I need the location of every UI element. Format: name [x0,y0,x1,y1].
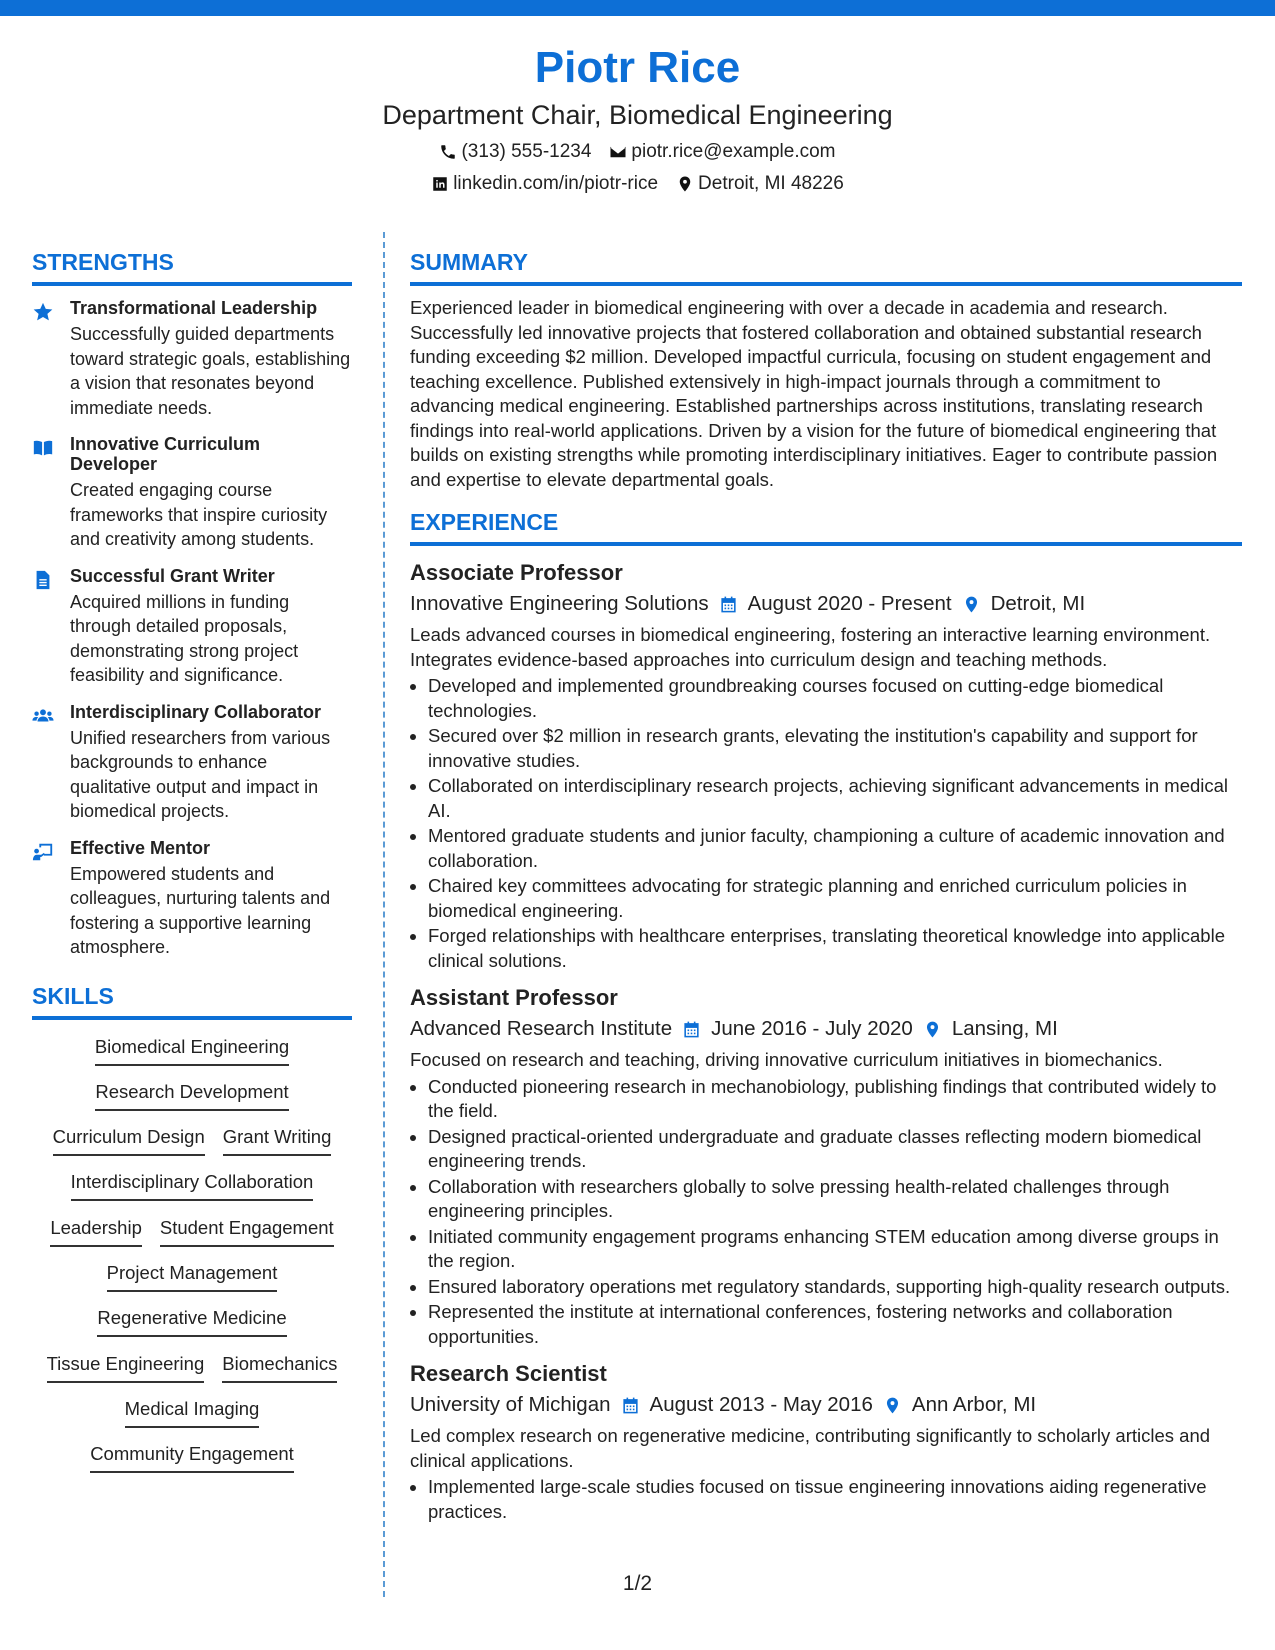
skill-tag: Grant Writing [223,1124,332,1156]
resume-header [0,40,1275,196]
job-location: Detroit, MI [990,592,1086,615]
strength-item [32,566,352,688]
bullet-item: • Forged relationships with healthcare enterprises, translating theoretical knowledge into applicable clinical solutions. [428,924,1242,973]
job-dates: August 2020 - Present [747,592,952,615]
email-contact[interactable] [609,140,835,164]
strength-item [32,298,352,420]
job-company: University of Michigan [410,1393,611,1416]
contact-row-1 [0,140,1275,164]
job-meta [410,1014,1242,1044]
linkedin-text: linkedin.com/in/piotr-rice [453,173,659,194]
strength-desc: Unified researchers from various backgrounds to enhance qualitative output and impact in biomedical projects. [70,727,331,821]
strength-item [32,702,352,824]
column-divider [383,232,385,1597]
strengths-heading: STRENGTHS [32,248,352,286]
phone-icon [439,143,457,161]
page-number: 1/2 [622,1572,653,1595]
map-pin-icon [883,1396,902,1415]
strength-title: Effective Mentor [70,837,211,858]
bullet-item: • Chaired key committees advocating for strategic planning and enriched curriculum policies in biomedical engineering. [428,874,1242,923]
job-dates: August 2013 - May 2016 [649,1393,873,1416]
job-bullets [410,674,1242,973]
job-bullets [410,1075,1242,1350]
skill-tag: Student Engagement [160,1215,334,1247]
skill-tag: Regenerative Medicine [97,1305,286,1337]
bullet-item: • Conducted pioneering research in mechanobiology, publishing findings that contributed widely to the field. [428,1075,1242,1124]
contact-row-2 [0,172,1275,196]
skills-list [32,1034,352,1487]
map-pin-icon [923,1020,942,1039]
job-location: Ann Arbor, MI [911,1393,1037,1416]
job-dates: June 2016 - July 2020 [711,1017,913,1040]
bullet-item: • Developed and implemented groundbreaking courses focused on cutting-edge biomedical technologies. [428,674,1242,723]
skill-tag: Project Management [107,1260,278,1292]
skill-tag: Curriculum Design [53,1124,205,1156]
job-title: Assistant Professor [410,985,618,1010]
candidate-title: Department Chair, Biomedical Engineering [382,100,893,130]
skill-tag: Leadership [50,1215,142,1247]
job-entry [410,558,1242,973]
bullet-item: • Collaboration with researchers globally to solve pressing health-related challenges through engineering principles. [428,1175,1242,1224]
job-description: Focused on research and teaching, driving innovative curriculum initiatives in biomechanics. [410,1049,1163,1070]
map-pin-icon [962,595,981,614]
strength-desc: Created engaging course frameworks that inspire curiosity and creativity among students. [70,480,328,549]
skill-tag: Medical Imaging [125,1396,260,1428]
bullet-item: • Collaborated on interdisciplinary research projects, achieving significant advancements in medical AI. [428,774,1242,823]
strength-desc: Acquired millions in funding through detailed proposals, demonstrating strong project feasibility and significance. [70,591,299,685]
skill-tag: Community Engagement [90,1441,294,1473]
skill-tag: Interdisciplinary Collaboration [71,1169,314,1201]
skill-tag: Research Development [95,1079,288,1111]
skills-heading: SKILLS [32,982,352,1020]
email-text: piotr.rice@example.com [631,141,836,162]
strength-desc: Successfully guided departments toward strategic goals, establishing a vision that resonates beyond immediate needs. [70,324,351,418]
strength-title: Transformational Leadership [70,298,318,318]
bullet-item: • Designed practical-oriented undergraduate and graduate classes reflecting modern biomedical engineering trends. [428,1125,1242,1174]
job-description: Led complex research on regenerative medicine, contributing significantly to scholarly articles and clinical applications. [410,1425,1211,1471]
skill-tag: Biomechanics [222,1351,337,1383]
strength-title: Interdisciplinary Collaborator [70,701,322,722]
phone-contact [439,140,591,164]
right-column [410,248,1242,1534]
bullet-item: • Mentored graduate students and junior faculty, championing a culture of academic innovation and collaboration. [428,824,1242,873]
location-contact [676,172,844,196]
summary-heading: SUMMARY [410,248,1242,286]
job-bullets [410,1475,1242,1524]
location-text: Detroit, MI 48226 [698,173,844,194]
calendar-icon [682,1020,701,1039]
calendar-icon [719,595,738,614]
map-pin-icon [676,175,694,193]
summary-text: Experienced leader in biomedical engineering with over a decade in academia and research. Successfully led innovative projects that fostered collaboration and obtained substantial research funding exceeding $2 million. Developed impactful curricula, focusing on student engagement and teaching excellence. Published extensively in high-impact journals through a commitment to advancing medical engineering. Established partnerships across institutions, translating research findings into real-world applications. Driven by a vision for the future of biomedical engineering that builds on existing strengths while promoting interdisciplinary initiatives. Eager to contribute passion and expertise to elevate departmental goals. [410,297,1218,490]
bullet-item: • Represented the institute at international conferences, fostering networks and collaboration opportunities. [428,1300,1242,1349]
skill-tag: Tissue Engineering [47,1351,205,1383]
job-title: Research Scientist [410,1361,607,1386]
bullet-item: • Implemented large-scale studies focused on tissue engineering innovations aiding regenerative practices. [428,1475,1242,1524]
book-icon [32,437,54,459]
bullet-item: • Secured over $2 million in research grants, elevating the institution's capability and support for innovative studies. [428,724,1242,773]
job-title: Associate Professor [410,560,623,585]
strength-title: Innovative Curriculum Developer [70,434,261,474]
job-meta [410,1390,1242,1420]
job-company: Advanced Research Institute [410,1017,673,1040]
strength-title: Successful Grant Writer [70,565,275,586]
experience-heading: EXPERIENCE [410,508,1242,546]
job-entry [410,983,1242,1349]
job-description: Leads advanced courses in biomedical engineering, fostering an interactive learning environment. Integrates evidence-based approaches into curriculum design and teaching methods. [410,624,1211,670]
job-entry [410,1359,1242,1524]
strength-item [32,838,352,960]
job-location: Lansing, MI [951,1017,1058,1040]
skill-tag: Biomedical Engineering [95,1034,289,1066]
star-icon [32,301,54,323]
calendar-icon [621,1396,640,1415]
envelope-icon [609,143,627,161]
candidate-name: Piotr Rice [534,43,741,92]
left-column [32,248,352,1486]
top-accent-bar [0,0,1275,16]
job-company: Innovative Engineering Solutions [410,592,709,615]
linkedin-icon [431,175,449,193]
strength-desc: Empowered students and colleagues, nurturing talents and fostering a supportive learning atmosphere. [70,863,331,957]
bullet-item: • Ensured laboratory operations met regulatory standards, supporting high-quality research outputs. [428,1275,1242,1300]
users-icon [32,705,54,727]
bullet-item: • Initiated community engagement programs enhancing STEM education among diverse groups in the region. [428,1225,1242,1274]
teacher-icon [32,841,54,863]
document-icon [32,569,54,591]
linkedin-contact[interactable] [431,172,658,196]
strength-item [32,434,352,552]
phone-text: (313) 555-1234 [461,141,592,162]
job-meta [410,589,1242,619]
